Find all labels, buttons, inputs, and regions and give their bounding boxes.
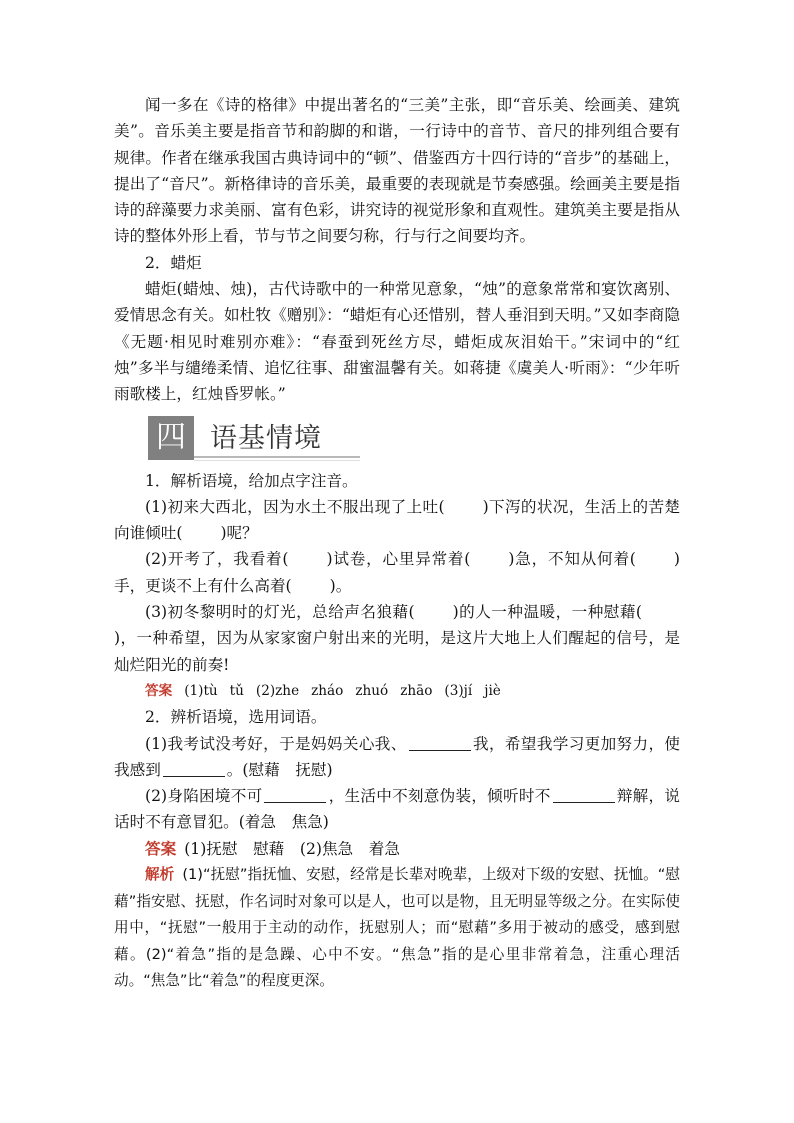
intro-paragraph: 闻一多在《诗的格律》中提出著名的“三美”主张，即“音乐美、绘画美、建筑美”。音乐美主要是指音节和韵脚的和谐，一行诗中的音节、音尺的排列组合要有规律。作者在继承我国古典诗词中的“顿”、借鉴西方十四行诗的“音步”的基础上，提出了“音尺”。新格律诗的音乐美，最重要的表现就是节奏感强。绘画美主要是指诗的辞藻要力求美丽、富有色彩，讲究诗的视觉形象和直观性。建筑美主要是指从诗的整体外形上看，节与节之间要匀称，行与行之间要均齐。 (114, 96, 680, 246)
q2-sentence-2: (2)身陷困境不可 ，生活中不刻意伪装，倾听时不 辩解，说话时不有意冒犯。(着急 焦急) (114, 787, 680, 832)
q1-sentence-3: (3)初冬黎明时的灯光，总给声名狼藉( )的人一种温暖，一种慰藉()，一种希望，因为从家家窗户射出来的光明，是这片大地上人们醒起的信号，是灿烂阳光的前奏! (114, 603, 680, 674)
q2-analysis: 解析 (1)“抚慰”指抚恤、安慰，经常是长辈对晚辈，上级对下级的安慰、抚恤。“慰藉”指安慰、抚慰，作名词时对象可以是人，也可以是物，且无明显等级之分。在实际使用中，“抚慰”一般用于主动的动作，抚慰别人；而“慰藉”多用于被动的感受，感到慰藉。(2)“着急”指的是急躁、心中不安。“焦急”指的是心里非常着急，注重心理活动。“焦急”比“着急”的程度更深。 (114, 866, 680, 990)
answer-label: 答案 (145, 682, 173, 699)
q2-sentence-1: (1)我考试没考好，于是妈妈关心我、 我，希望我学习更加努力，使我感到 。(慰藉 抚慰) (114, 734, 680, 779)
q1-sentence-2: (2)开考了，我看着( )试卷，心里异常着( )急，不知从何着( )手，更谈不上有什么高着( )。 (114, 550, 680, 595)
section-divider (194, 456, 360, 458)
section-header (110, 416, 680, 462)
q1-title: 1．解析语境，给加点字注音。 (145, 471, 358, 490)
analysis-label: 解析 (145, 866, 175, 884)
content (114, 92, 680, 995)
section-divider-thin (194, 460, 360, 461)
q2-title: 2．辨析语境，选用词语。 (145, 708, 327, 727)
q1-sentence-1: (1)初来大西北，因为水土不服出现了上吐( )下泻的状况，生活上的苦楚向谁倾吐( )呢？ (114, 497, 680, 543)
q1-answer: 答案 (1)tù tǔ (2)zhe zháo zhuó zhāo (3)jí jiè (145, 682, 501, 699)
item2-body: 蜡炬(蜡烛、烛)，古代诗歌中的一种常见意象，“烛”的意象常常和宴饮离别、爱情思念有关。如杜牧《赠别》：“蜡炬有心还惜别，替人垂泪到天明。”又如李商隐《无题·相见时难别亦难》：“春蚕到死丝方尽，蜡炬成灰泪始干。”宋词中的“红烛”多半与缱绻柔情、追忆往事、甜蜜温馨有关。如蒋捷《虞美人·听雨》：“少年听雨歌楼上，红烛昏罗帐。” (114, 280, 680, 404)
q2-answer: 答案 (1)抚慰 慰藉 (2)焦急 着急 (145, 838, 400, 858)
answer-label: 答案 (145, 838, 177, 858)
section-number: 四 (148, 416, 194, 460)
item2-title: 2．蜡炬 (145, 253, 202, 272)
section-title: 语基情境 (210, 422, 322, 454)
